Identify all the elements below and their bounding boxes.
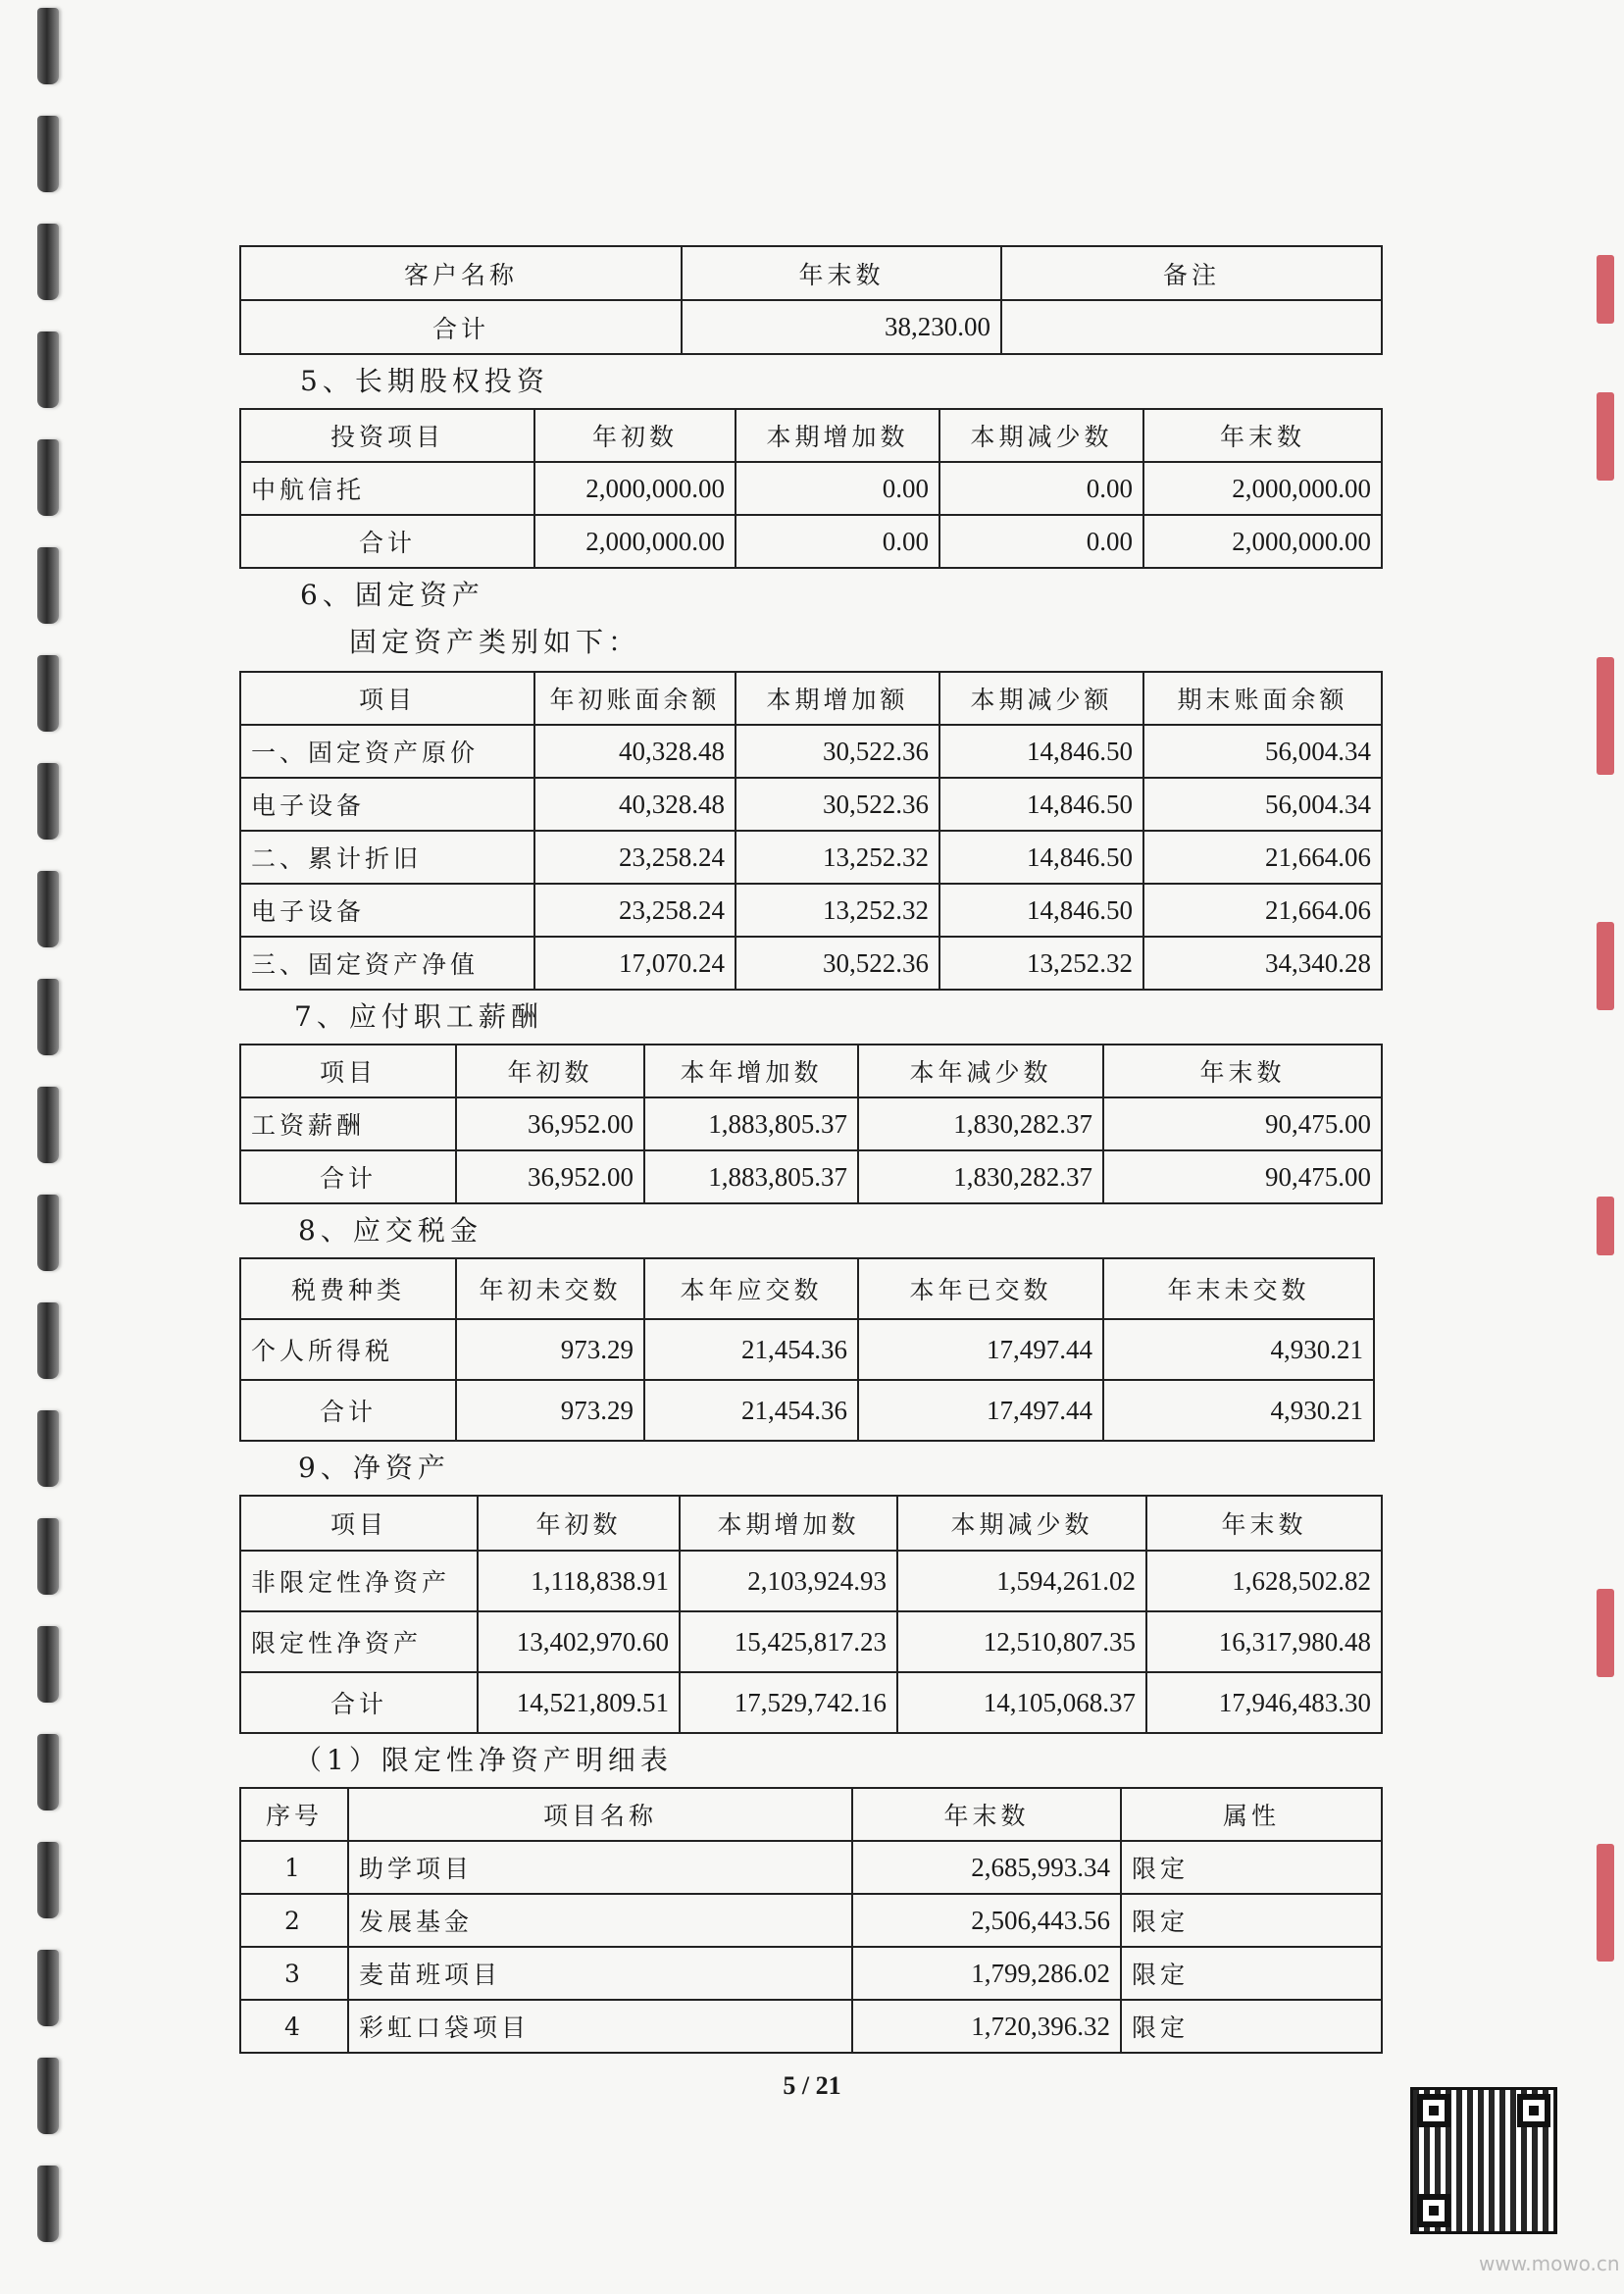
section8-title: 8、应交税金: [298, 1214, 482, 1247]
table-header: 年末未交数: [1103, 1258, 1374, 1319]
row-label: 电子设备: [240, 778, 534, 831]
header-year-end: 年末数: [682, 246, 1001, 300]
section9-title: 9、净资产: [298, 1452, 450, 1484]
table-row: [240, 1894, 1382, 1947]
cell-value: 1,830,282.37: [858, 1097, 1103, 1150]
table-header: 年末数: [1143, 409, 1382, 462]
row-index: 1: [240, 1841, 348, 1894]
table-row: [240, 1551, 1382, 1611]
fixed-assets-table: [239, 671, 1383, 991]
row-index: 4: [240, 2000, 348, 2053]
cell-value: 17,529,742.16: [680, 1672, 897, 1733]
table-header: 本年应交数: [644, 1258, 858, 1319]
cell-value: 30,522.36: [736, 937, 939, 990]
cell-value: 4,930.21: [1103, 1319, 1374, 1380]
section6-subtitle: 固定资产类别如下：: [349, 626, 641, 658]
cell-value: 17,070.24: [534, 937, 736, 990]
cell-value: 1,830,282.37: [858, 1150, 1103, 1203]
cell-value: 1,594,261.02: [897, 1551, 1146, 1611]
table-row: [240, 1380, 1374, 1441]
row-label: 合计: [240, 1672, 478, 1733]
table-header: 项目: [240, 1496, 478, 1551]
table-header: 项目: [240, 672, 534, 725]
cell-value: 40,328.48: [534, 725, 736, 778]
cell-value: 21,454.36: [644, 1319, 858, 1380]
table-row: [240, 1097, 1382, 1150]
cell-value: 90,475.00: [1103, 1150, 1382, 1203]
cell-value: 1,628,502.82: [1146, 1551, 1382, 1611]
row-label: 中航信托: [240, 462, 534, 515]
row-label: 工资薪酬: [240, 1097, 456, 1150]
table-header: 本年增加数: [644, 1045, 858, 1097]
total-value: 38,230.00: [682, 300, 1001, 354]
cell-value: 973.29: [456, 1319, 644, 1380]
cell-value: 14,846.50: [939, 884, 1143, 937]
page-number: 5 / 21: [783, 2071, 841, 2100]
row-label: 非限定性净资产: [240, 1551, 478, 1611]
restricted-detail-title: （1）限定性净资产明细表: [294, 1744, 673, 1776]
table-header: 属性: [1121, 1788, 1382, 1841]
table-row: [240, 1841, 1382, 1894]
cell-value: 2,685,993.34: [852, 1841, 1121, 1894]
table-header: 年末数: [1146, 1496, 1382, 1551]
cell-value: 56,004.34: [1143, 725, 1382, 778]
cell-value: 36,952.00: [456, 1150, 644, 1203]
long-term-equity-table: [239, 408, 1383, 569]
row-label: 合计: [240, 515, 534, 568]
total-remark: [1001, 300, 1382, 354]
cell-value: 17,946,483.30: [1146, 1672, 1382, 1733]
document-body: [239, 245, 1383, 2054]
tax-payable-table: [239, 1257, 1375, 1442]
table-row: [240, 1319, 1374, 1380]
table-header: 投资项目: [240, 409, 534, 462]
table-row: [240, 1611, 1382, 1672]
header-remark: 备注: [1001, 246, 1382, 300]
row-label: 发展基金: [348, 1894, 852, 1947]
cell-value: 2,000,000.00: [1143, 462, 1382, 515]
table-header: 本期减少数: [897, 1496, 1146, 1551]
cell-value: 14,846.50: [939, 778, 1143, 831]
table-header: 本期增加数: [680, 1496, 897, 1551]
restricted-detail-table: [239, 1787, 1383, 2054]
cell-value: 13,252.32: [736, 831, 939, 884]
table-header: 年初数: [534, 409, 736, 462]
cell-value: 21,664.06: [1143, 884, 1382, 937]
table-header: 年初未交数: [456, 1258, 644, 1319]
cell-value: 21,664.06: [1143, 831, 1382, 884]
table-row: [240, 778, 1382, 831]
cell-attribute: 限定: [1121, 2000, 1382, 2053]
cell-value: 23,258.24: [534, 884, 736, 937]
net-assets-table: [239, 1495, 1383, 1734]
section5-title: 5、长期股权投资: [300, 365, 549, 397]
table-row: [240, 1947, 1382, 2000]
table-header: 期末账面余额: [1143, 672, 1382, 725]
table-header: 本年已交数: [858, 1258, 1103, 1319]
table-row: [240, 2000, 1382, 2053]
cell-value: 13,402,970.60: [478, 1611, 680, 1672]
cell-value: 2,506,443.56: [852, 1894, 1121, 1947]
cell-value: 40,328.48: [534, 778, 736, 831]
row-label: 合计: [240, 1380, 456, 1441]
row-label: 助学项目: [348, 1841, 852, 1894]
cell-value: 15,425,817.23: [680, 1611, 897, 1672]
row-label: 麦苗班项目: [348, 1947, 852, 2000]
cell-value: 56,004.34: [1143, 778, 1382, 831]
row-index: 2: [240, 1894, 348, 1947]
table-header: 年初数: [478, 1496, 680, 1551]
cell-value: 2,000,000.00: [1143, 515, 1382, 568]
cell-value: 0.00: [736, 462, 939, 515]
row-label: 二、累计折旧: [240, 831, 534, 884]
cell-value: 14,105,068.37: [897, 1672, 1146, 1733]
table-row: [240, 462, 1382, 515]
table-row: [240, 937, 1382, 990]
cell-value: 0.00: [939, 462, 1143, 515]
table-header: 年初账面余额: [534, 672, 736, 725]
cell-value: 1,799,286.02: [852, 1947, 1121, 2000]
header-customer-name: 客户名称: [240, 246, 682, 300]
binding-holes: [37, 0, 67, 2294]
row-label: 限定性净资产: [240, 1611, 478, 1672]
cell-value: 14,846.50: [939, 831, 1143, 884]
table-header: 本期增加数: [736, 409, 939, 462]
cell-value: 13,252.32: [939, 937, 1143, 990]
row-label: 一、固定资产原价: [240, 725, 534, 778]
table-row: [240, 831, 1382, 884]
table-row: [240, 1150, 1382, 1203]
customer-table: [239, 245, 1383, 355]
cell-value: 30,522.36: [736, 778, 939, 831]
cell-value: 13,252.32: [736, 884, 939, 937]
table-header: 本年减少数: [858, 1045, 1103, 1097]
cell-value: 4,930.21: [1103, 1380, 1374, 1441]
section6-title: 6、固定资产: [300, 579, 484, 611]
cell-value: 2,000,000.00: [534, 515, 736, 568]
total-label: 合计: [240, 300, 682, 354]
cell-value: 1,883,805.37: [644, 1150, 858, 1203]
row-index: 3: [240, 1947, 348, 2000]
payroll-table: [239, 1044, 1383, 1204]
table-header: 项目: [240, 1045, 456, 1097]
table-header: 本期增加额: [736, 672, 939, 725]
seal-stamp-edge: [1597, 235, 1618, 2099]
table-header: 年末数: [852, 1788, 1121, 1841]
cell-value: 1,118,838.91: [478, 1551, 680, 1611]
table-row: [240, 725, 1382, 778]
cell-attribute: 限定: [1121, 1894, 1382, 1947]
cell-value: 1,720,396.32: [852, 2000, 1121, 2053]
row-label: 三、固定资产净值: [240, 937, 534, 990]
table-header: 税费种类: [240, 1258, 456, 1319]
cell-value: 0.00: [939, 515, 1143, 568]
table-row: [240, 515, 1382, 568]
cell-value: 0.00: [736, 515, 939, 568]
table-header: 本期减少数: [939, 409, 1143, 462]
cell-value: 34,340.28: [1143, 937, 1382, 990]
qr-code-icon: [1410, 2087, 1557, 2234]
cell-value: 17,497.44: [858, 1319, 1103, 1380]
cell-value: 14,521,809.51: [478, 1672, 680, 1733]
cell-value: 23,258.24: [534, 831, 736, 884]
row-label: 彩虹口袋项目: [348, 2000, 852, 2053]
cell-value: 1,883,805.37: [644, 1097, 858, 1150]
table-header: 项目名称: [348, 1788, 852, 1841]
row-label: 合计: [240, 1150, 456, 1203]
table-header: 年末数: [1103, 1045, 1382, 1097]
watermark-text: www.mowo.cn: [1479, 2252, 1620, 2275]
cell-value: 17,497.44: [858, 1380, 1103, 1441]
cell-value: 16,317,980.48: [1146, 1611, 1382, 1672]
cell-value: 90,475.00: [1103, 1097, 1382, 1150]
section7-title: 7、应付职工薪酬: [294, 1000, 543, 1033]
table-header: 年初数: [456, 1045, 644, 1097]
row-label: 个人所得税: [240, 1319, 456, 1380]
cell-attribute: 限定: [1121, 1841, 1382, 1894]
table-header: 本期减少额: [939, 672, 1143, 725]
row-label: 电子设备: [240, 884, 534, 937]
cell-value: 36,952.00: [456, 1097, 644, 1150]
cell-value: 12,510,807.35: [897, 1611, 1146, 1672]
cell-value: 973.29: [456, 1380, 644, 1441]
table-row: [240, 1672, 1382, 1733]
cell-value: 2,000,000.00: [534, 462, 736, 515]
cell-value: 30,522.36: [736, 725, 939, 778]
table-row: [240, 884, 1382, 937]
cell-value: 14,846.50: [939, 725, 1143, 778]
cell-value: 2,103,924.93: [680, 1551, 897, 1611]
table-header: 序号: [240, 1788, 348, 1841]
cell-value: 21,454.36: [644, 1380, 858, 1441]
cell-attribute: 限定: [1121, 1947, 1382, 2000]
